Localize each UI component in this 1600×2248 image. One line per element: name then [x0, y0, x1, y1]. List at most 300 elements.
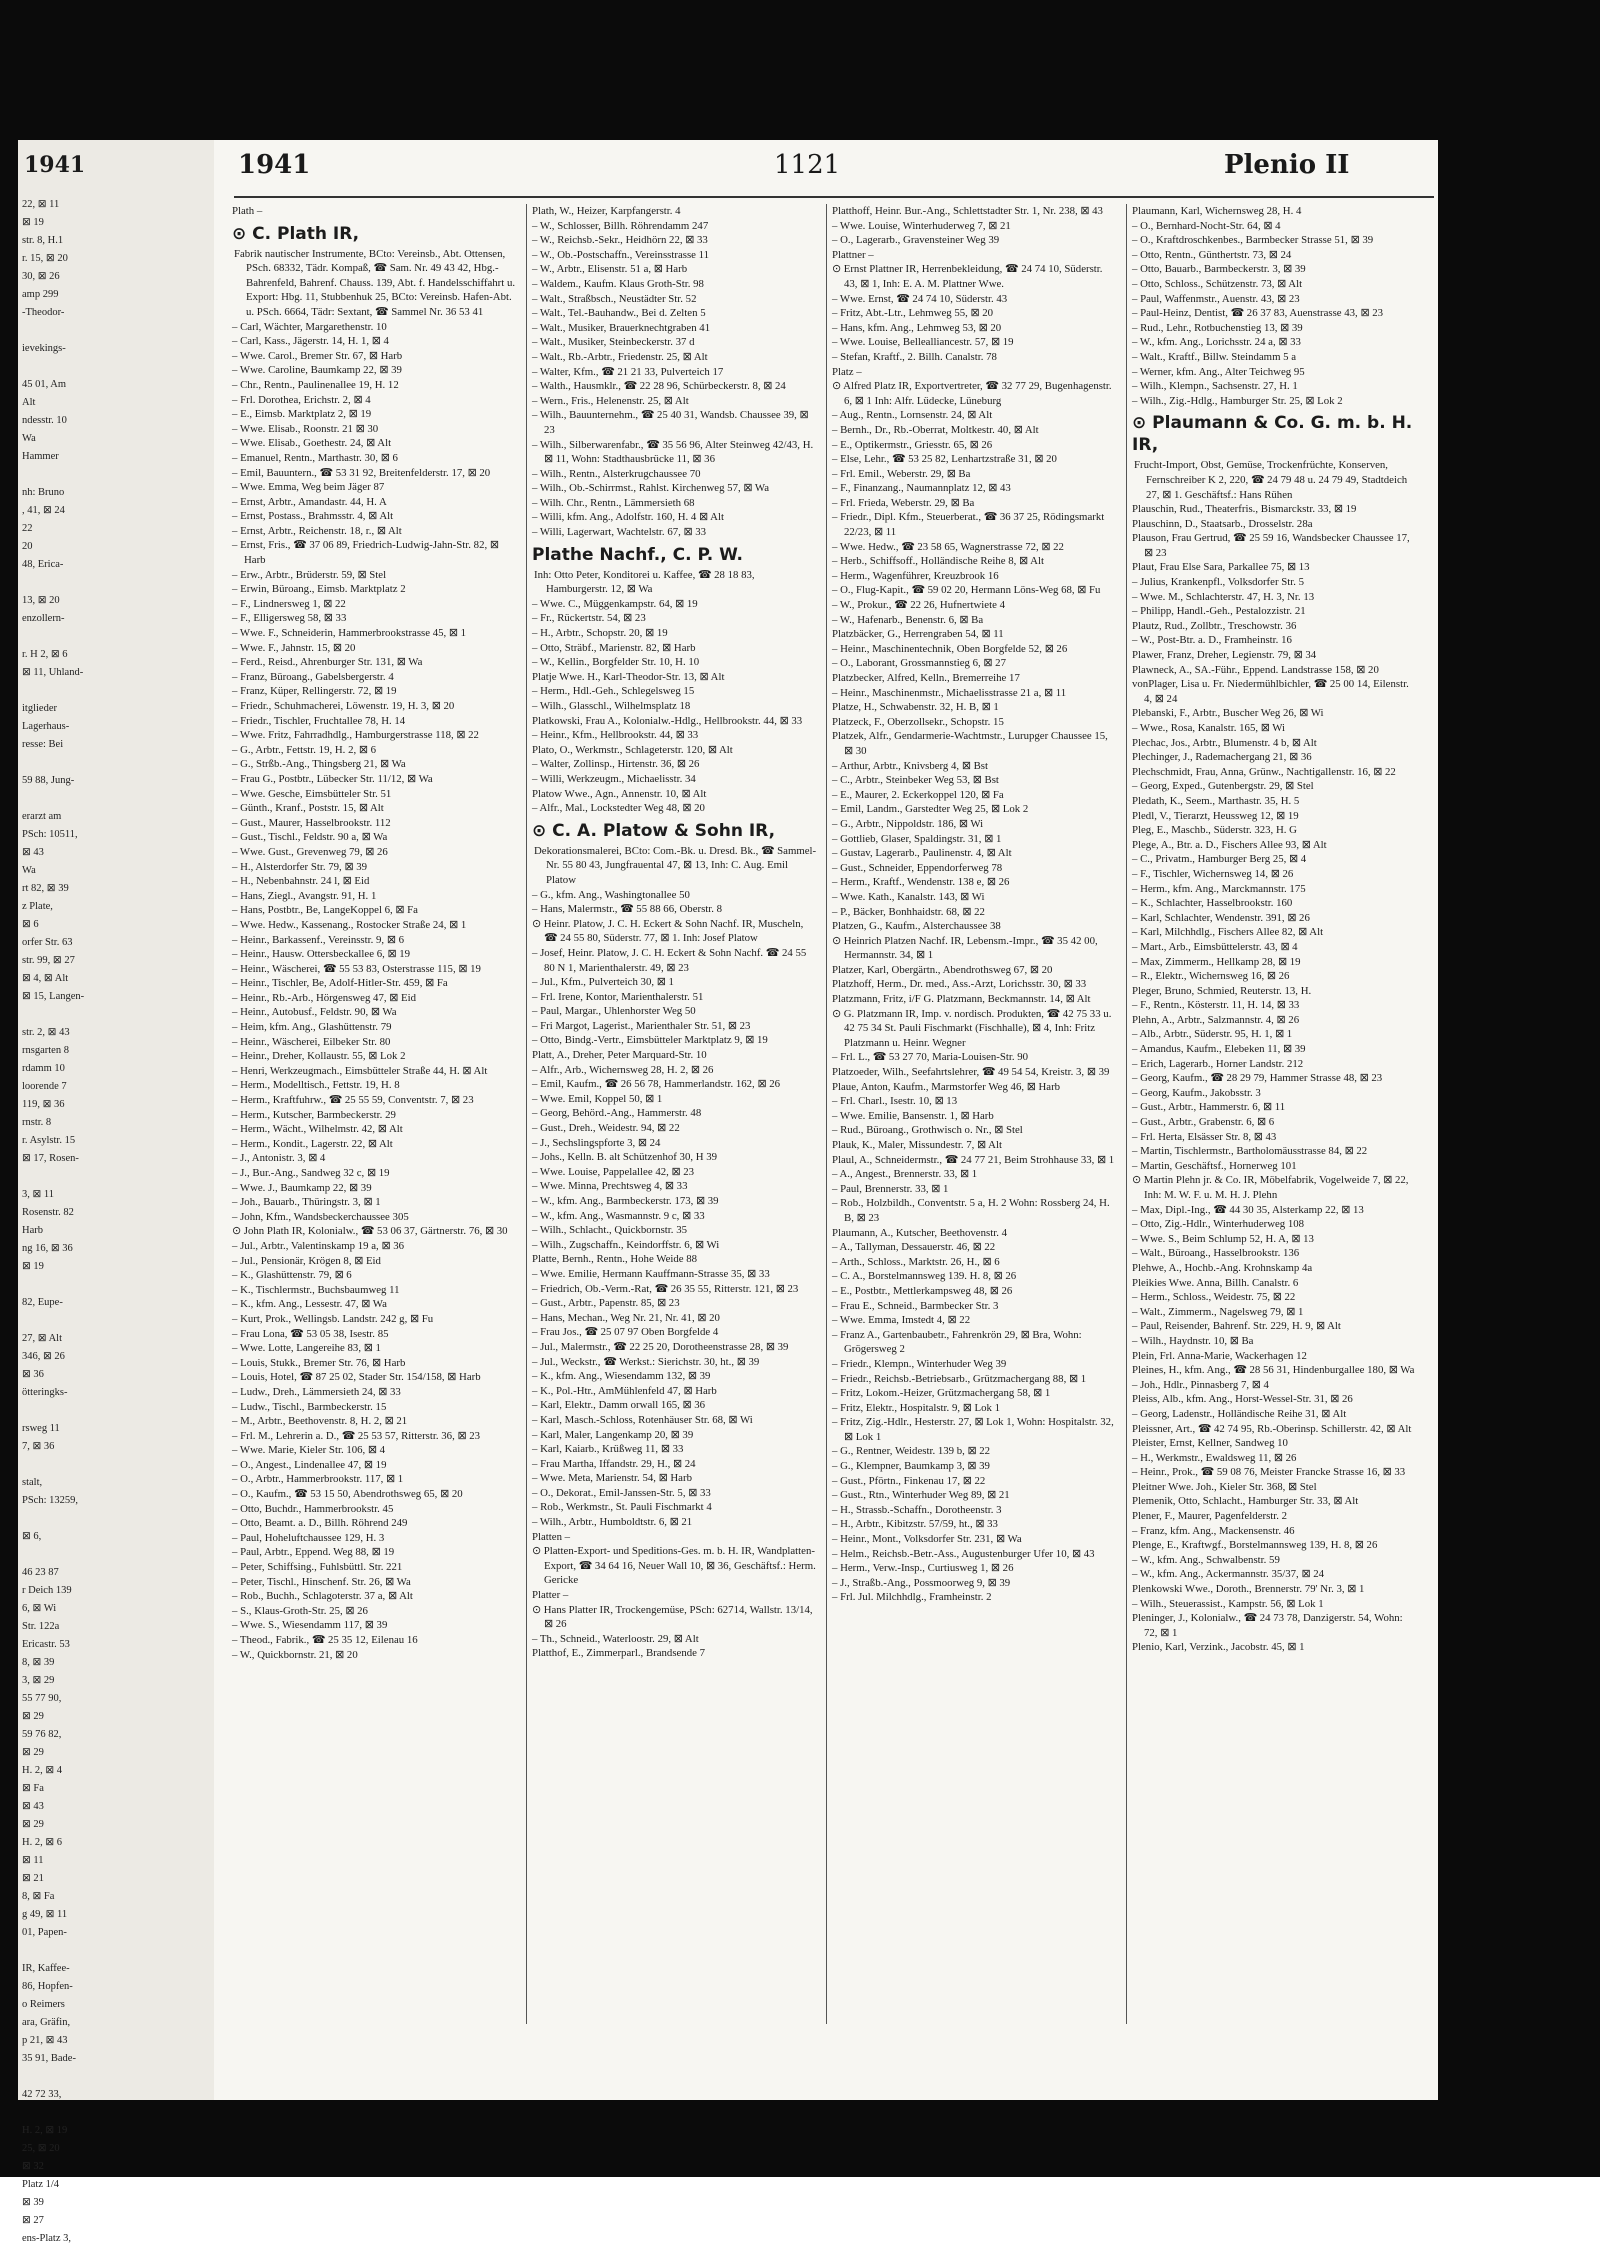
directory-entry: – Wilh., Silberwarenfabr., ☎ 35 56 96, Alter Steinweg 42/43, H. ⊠ 11, Wohn: Stadthausbrücke 11, ⊠ 36: [532, 438, 814, 466]
previous-page-line: ⊠ 4, ⊠ Alt: [22, 973, 69, 984]
directory-entry: – Mart., Arb., Eimsbüttelerstr. 43, ⊠ 4: [1132, 940, 1298, 953]
directory-entry: Pleines, H., kfm. Ang., ☎ 28 56 31, Hindenburgallee 180, ⊠ Wa: [1132, 1364, 1415, 1377]
directory-entry: Pleitner Wwe. Joh., Kieler Str. 368, ⊠ Stel: [1132, 1480, 1317, 1493]
directory-entry: – Otto, Beamt. a. D., Billh. Röhrend 249: [232, 1517, 408, 1530]
directory-entry: – O., Dekorat., Emil-Janssen-Str. 5, ⊠ 33: [532, 1486, 711, 1499]
directory-entry: – Willi, Werkzeugm., Michaelisstr. 34: [532, 772, 696, 785]
directory-entry: – Frl. Dorothea, Erichstr. 2, ⊠ 4: [232, 393, 371, 406]
previous-page-line: 8, ⊠ Fa: [22, 1891, 55, 1902]
directory-entry: – Heinr., Dreher, Kollaustr. 55, ⊠ Lok 2: [232, 1050, 406, 1063]
directory-entry: – Walt., Zimmerm., Nagelsweg 79, ⊠ 1: [1132, 1305, 1304, 1318]
directory-entry: – Frau Martha, Iffandstr. 29, H., ⊠ 24: [532, 1457, 696, 1470]
directory-entry: – Friedr., Tischler, Fruchtallee 78, H. 14: [232, 714, 406, 727]
directory-entry: – Max, Dipl.-Ing., ☎ 44 30 35, Alsterkamp 22, ⊠ 13: [1132, 1203, 1364, 1216]
directory-entry: – Wwe. Emilie, Bansenstr. 1, ⊠ Harb: [832, 1109, 994, 1122]
directory-entry: – Emil, Kaufm., ☎ 26 56 78, Hammerlandstr. 162, ⊠ 26: [532, 1078, 781, 1091]
directory-entry: Plautz, Rud., Zollbtr., Treschowstr. 36: [1132, 619, 1297, 632]
previous-page-line: resse: Bei: [22, 739, 64, 750]
directory-entry: Platz –: [832, 365, 862, 378]
previous-page-line: rt 82, ⊠ 39: [22, 883, 69, 894]
column-divider: [1126, 204, 1127, 2024]
directory-entry: Pleister, Ernst, Kellner, Sandweg 10: [1132, 1437, 1288, 1450]
directory-entry: – Walt., Straßbsch., Neustädter Str. 52: [532, 292, 697, 305]
firm-heading: Plathe Nachf., C. P. W.: [532, 544, 744, 565]
previous-page-line: ens-Platz 3,: [22, 2233, 71, 2244]
directory-entry: – J., Straßb.-Ang., Possmoorweg 9, ⊠ 39: [832, 1576, 1011, 1589]
previous-page-line: loorende 7: [22, 1081, 67, 1092]
directory-entry: – Wwe. Marie, Kieler Str. 106, ⊠ 4: [232, 1444, 386, 1457]
previous-page-line: ⊠ 27: [22, 2215, 44, 2226]
directory-entry: – Gust., Arbtr., Papenstr. 85, ⊠ 23: [532, 1297, 680, 1310]
directory-entry: – Otto, Schloss., Schützenstr. 73, ⊠ Alt: [1132, 277, 1303, 290]
directory-entry: – Herm., Kraftfuhrw., ☎ 25 55 59, Conventstr. 7, ⊠ 23: [232, 1094, 474, 1107]
directory-entry: – Joh., Bauarb., Thüringstr. 3, ⊠ 1: [232, 1196, 381, 1209]
directory-entry: – Jul., Kfm., Pulverteich 30, ⊠ 1: [532, 976, 674, 989]
directory-entry: – Herm., Modelltisch., Fettstr. 19, H. 8: [232, 1079, 400, 1092]
directory-entry: – Erwin, Büroang., Eimsb. Marktplatz 2: [232, 583, 406, 596]
previous-page-line: 6, ⊠ Wi: [22, 1603, 57, 1614]
previous-page-line: [22, 2104, 210, 2122]
previous-page-line: ⊠ 6: [22, 919, 39, 930]
header-page-number: 1121: [774, 150, 841, 180]
previous-page-line: 35 91, Bade-: [22, 2053, 76, 2064]
directory-entry: – Herm., Verw.-Insp., Curtiusweg 1, ⊠ 26: [832, 1562, 1014, 1575]
directory-entry: – Rob., Werkmstr., St. Pauli Fischmarkt 4: [532, 1501, 712, 1514]
page-header: [214, 140, 1438, 212]
directory-entry: – O., Angest., Lindenallee 47, ⊠ 19: [232, 1458, 387, 1471]
previous-page-line: ⊠ 17, Rosen-: [22, 1153, 79, 1164]
directory-entry: – Wilh., Zig.-Hdlg., Hamburger Str. 25, ⊠ Lok 2: [1132, 394, 1343, 407]
directory-entry: – W., kfm. Ang., Schwalbenstr. 59: [1132, 1553, 1280, 1566]
directory-entry: Plemenik, Otto, Schlacht., Hamburger Str. 33, ⊠ Alt: [1132, 1495, 1359, 1508]
directory-entry: – Friedrich, Ob.-Verm.-Rat, ☎ 26 35 55, Ritterstr. 121, ⊠ 23: [532, 1282, 799, 1295]
directory-entry: – G., Klempner, Baumkamp 3, ⊠ 39: [832, 1460, 990, 1473]
directory-entry: Platter –: [532, 1589, 569, 1602]
directory-entry: Plawer, Franz, Dreher, Legienstr. 79, ⊠ 34: [1132, 649, 1317, 662]
directory-entry: – Ernst, Fris., ☎ 37 06 89, Friedrich-Ludwig-Jahn-Str. 82, ⊠ Harb: [232, 539, 499, 567]
directory-entry: – Walt., Tel.-Bauhandw., Bei d. Zelten 5: [532, 307, 706, 320]
directory-entry: – Alfr., Arb., Wichernsweg 28, H. 2, ⊠ 26: [532, 1063, 714, 1076]
directory-entry: Fabrik nautischer Instrumente, BCto: Vereinsb., Abt. Ottensen, PSch. 68332, Tädr. Kompaß, ☎ Sam. Nr. 49 43 42, Hbg.-Bahrenfeld, Bahrenf. Chauss. 139, Abt. f. Handelsschiffahrt u. Export: Hbg. 11, Stubbenhuk 25, BCto: Vereinsb. Hafen-Abt. u. PSch. 6664, Tädr: Sextant, ☎ Sammel Nr. 36 53 41: [234, 247, 516, 318]
directory-entry: – Herm., Kraftf., Wendenstr. 138 e, ⊠ 26: [832, 876, 1010, 889]
directory-entry: – C., Arbtr., Steinbeker Weg 53, ⊠ Bst: [832, 774, 999, 787]
directory-entry: – Wwe. Elisab., Roonstr. 21 ⊠ 30: [232, 422, 379, 435]
directory-entry: Platthoff, Heinr. Bur.-Ang., Schlettstadter Str. 1, Nr. 238, ⊠ 43: [832, 205, 1103, 217]
directory-entry: – Wwe. S., Wiesendamm 117, ⊠ 39: [232, 1619, 388, 1632]
previous-page-line: Alt: [22, 397, 36, 408]
directory-entry: – John, Kfm., Wandsbeckerchaussee 305: [232, 1210, 409, 1223]
directory-entry: Pleissner, Art., ☎ 42 74 95, Rb.-Oberinsp. Schillerstr. 42, ⊠ Alt: [1132, 1422, 1412, 1435]
previous-page-line: 86, Hopfen-: [22, 1981, 73, 1992]
previous-page-line: H. 2, ⊠ 4: [22, 1765, 63, 1776]
directory-entry: Plath, W., Heizer, Karpfangerstr. 4: [532, 205, 681, 217]
directory-entry: – Ernst, Postass., Brahmsstr. 4, ⊠ Alt: [232, 510, 394, 523]
previous-page-line: ⊠ 29: [22, 1711, 44, 1722]
directory-entry: – H., Arbtr., Kibitzstr. 57/59, ht., ⊠ 33: [832, 1518, 998, 1531]
directory-entry: – Wilh., Arbtr., Humboldtstr. 6, ⊠ 21: [532, 1516, 693, 1529]
directory-entry: – Herm., Hdl.-Geh., Schlegelsweg 15: [532, 685, 695, 698]
previous-page-line: r. 15, ⊠ 20: [22, 253, 68, 264]
directory-entry: Plaut, Frau Else Sara, Parkallee 75, ⊠ 13: [1132, 561, 1310, 574]
directory-entry: – Philipp, Handl.-Geh., Pestalozzistr. 21: [1132, 605, 1306, 618]
directory-entry: – Gustav, Lagerarb., Paulinenstr. 4, ⊠ Alt: [832, 847, 1012, 860]
directory-entry: – Emanuel, Rentn., Marthastr. 30, ⊠ 6: [232, 451, 398, 464]
directory-entry: – Wilh., Schlacht., Quickbornstr. 35: [532, 1224, 688, 1237]
directory-entry: Platzen, G., Kaufm., Alsterchaussee 38: [832, 920, 1001, 933]
directory-entry: – Walter, Zollinsp., Hirtenstr. 36, ⊠ 26: [532, 758, 700, 771]
previous-page-line: nh: Bruno: [22, 487, 65, 498]
directory-entry: Plechschmidt, Frau, Anna, Grünw., Nachtigallenstr. 16, ⊠ 22: [1132, 765, 1396, 778]
directory-entry: – Wwe. Lotte, Langereihe 83, ⊠ 1: [232, 1342, 381, 1355]
previous-page-line: 3, ⊠ 11: [22, 1189, 55, 1200]
directory-entry: – Arth., Schloss., Marktstr. 26, H., ⊠ 6: [832, 1255, 1000, 1268]
directory-entry: – Heinr., Mont., Volksdorfer Str. 231, ⊠ Wa: [832, 1533, 1022, 1546]
directory-entry: – Paul, Reisender, Bahrenf. Str. 229, H. 9, ⊠ Alt: [1132, 1320, 1341, 1333]
previous-page-line: 119, ⊠ 36: [22, 1099, 65, 1110]
directory-entry: – G., kfm. Ang., Washingtonallee 50: [532, 888, 690, 901]
directory-entry: – W., kfm. Ang., Barmbeckerstr. 173, ⊠ 39: [532, 1195, 719, 1207]
previous-page-line: ievekings-: [22, 343, 66, 354]
directory-entry: – O., Flug-Kapit., ☎ 59 02 20, Hermann Löns-Weg 68, ⊠ Fu: [832, 584, 1101, 597]
previous-page-line: ⊠ 6,: [22, 1531, 42, 1542]
directory-entry: – J., Bur.-Ang., Sandweg 32 c, ⊠ 19: [232, 1167, 390, 1179]
previous-page-line: ⊠ 36: [22, 1369, 44, 1380]
directory-entry: Plath –: [232, 205, 263, 217]
directory-entry: – K., Pol.-Htr., AmMühlenfeld 47, ⊠ Harb: [532, 1384, 717, 1397]
directory-entry: – Herm., kfm. Ang., Marckmannstr. 175: [1132, 882, 1306, 895]
directory-entry: – Willi, kfm. Ang., Adolfstr. 160, H. 4 ⊠ Alt: [532, 511, 724, 524]
directory-entry: ⊙ Heinrich Platzen Nachf. IR, Lebensm.-Impr., ☎ 35 42 00, Hermannstr. 34, ⊠ 1: [832, 934, 1098, 962]
directory-entry: – Frau Lona, ☎ 53 05 38, Isestr. 85: [232, 1327, 389, 1340]
directory-entry: – F., Finanzang., Naumannplatz 12, ⊠ 43: [832, 482, 1011, 495]
directory-entry: – K., kfm. Ang., Lessestr. 47, ⊠ Wa: [232, 1298, 387, 1311]
directory-entry: – W., Ob.-Postschaffn., Vereinsstrasse 11: [532, 248, 710, 261]
directory-entry: Plato, O., Werkmstr., Schlageterstr. 120, ⊠ Alt: [532, 743, 733, 756]
directory-entry: – Wilh., Klempn., Sachsenstr. 27, H. 1: [1132, 380, 1298, 393]
previous-page-line: Lagerhaus-: [22, 721, 70, 732]
directory-entry: Platkowski, Frau A., Kolonialw.-Hdlg., Hellbrookstr. 44, ⊠ 33: [532, 714, 803, 727]
directory-entry: – Franz, kfm. Ang., Mackensenstr. 46: [1132, 1524, 1295, 1537]
directory-entry: – Martin, Geschäftsf., Hornerweg 101: [1132, 1159, 1297, 1172]
directory-entry: – W., Hafenarb., Benenstr. 6, ⊠ Ba: [832, 613, 984, 626]
previous-page-line: 48, Erica-: [22, 559, 64, 570]
directory-entry: – Paul-Heinz, Dentist, ☎ 26 37 83, Auenstrasse 43, ⊠ 23: [1132, 307, 1384, 320]
directory-entry: Pleninger, J., Kolonialw., ☎ 24 73 78, Danzigerstr. 54, Wohn: 72, ⊠ 1: [1132, 1612, 1403, 1639]
directory-entry: – Heinr., Autobusf., Feldstr. 90, ⊠ Wa: [232, 1006, 397, 1019]
previous-page-line: Rosenstr. 82: [22, 1207, 74, 1218]
directory-entry: Platzmann, Fritz, i/F G. Platzmann, Beckmannstr. 14, ⊠ Alt: [832, 993, 1091, 1006]
directory-entry: – Gust., Arbtr., Hammerstr. 6, ⊠ 11: [1132, 1101, 1286, 1114]
previous-page-line: IR, Kaffee-: [22, 1963, 70, 1974]
directory-entry: Plaumann, Karl, Wichernsweg 28, H. 4: [1132, 205, 1302, 217]
previous-page-line: str. 2, ⊠ 43: [22, 1027, 70, 1038]
directory-entry: – C. A., Borstelmannsweg 139. H. 8, ⊠ 26: [832, 1270, 1017, 1283]
directory-entry: – Paul, Margar., Uhlenhorster Weg 50: [532, 1005, 696, 1018]
directory-entry: – Fritz, Zig.-Hdlr., Hesterstr. 27, ⊠ Lok 1, Wohn: Hospitalstr. 32, ⊠ Lok 1: [832, 1416, 1114, 1443]
directory-column-1: [232, 204, 518, 1662]
directory-entry: – Wwe. F., Jahnstr. 15, ⊠ 20: [232, 641, 356, 654]
previous-page-line: ndesstr. 10: [22, 415, 67, 426]
previous-page-line: Hammer: [22, 451, 59, 462]
previous-page-line: 45 01, Am: [22, 379, 67, 390]
previous-page-line: 13, ⊠ 20: [22, 595, 60, 606]
previous-page-line: [22, 358, 210, 376]
previous-page-line: 346, ⊠ 26: [22, 1351, 65, 1362]
previous-page-line: erarzt am: [22, 811, 62, 822]
directory-entry: – G., Arbtr., Nippoldstr. 186, ⊠ Wi: [832, 817, 984, 830]
directory-entry: – H., Alsterdorfer Str. 79, ⊠ 39: [232, 860, 367, 873]
directory-entry: – Wwe. Kath., Kanalstr. 143, ⊠ Wi: [832, 890, 985, 903]
previous-page-line: [22, 1006, 210, 1024]
previous-page-line: rsweg 11: [22, 1423, 60, 1434]
directory-entry: – Hans, Postbtr., Be, LangeKoppel 6, ⊠ Fa: [232, 904, 418, 917]
directory-entry: – F., Rentn., Kösterstr. 11, H. 14, ⊠ 33: [1132, 999, 1300, 1012]
directory-entry: Platzbecker, Alfred, Kelln., Bremerreihe 17: [832, 672, 1020, 684]
directory-entry: ⊙ John Plath IR, Kolonialw., ☎ 53 06 37, Gärtnerstr. 76, ⊠ 30: [232, 1225, 508, 1238]
directory-entry: – Gust., Arbtr., Grabenstr. 6, ⊠ 6: [1132, 1116, 1275, 1129]
directory-entry: – Johs., Kelln. B. alt Schützenhof 30, H 39: [532, 1151, 718, 1164]
directory-entry: – G., Strßb.-Ang., Thingsberg 21, ⊠ Wa: [232, 758, 406, 771]
directory-entry: – Gust., Dreh., Weidestr. 94, ⊠ 22: [532, 1122, 680, 1135]
directory-entry: ⊙ Alfred Platz IR, Exportvertreter, ☎ 32 77 29, Bugenhagenstr. 6, ⊠ 1 Inh: Alfr. Lüdecke, Lüneburg: [832, 380, 1112, 407]
column-divider: [826, 204, 827, 2024]
directory-entry: – W., Schlosser, Billh. Röhrendamm 247: [532, 219, 709, 232]
directory-entry: – A., Tallyman, Dessauerstr. 46, ⊠ 22: [832, 1241, 996, 1254]
directory-entry: Plein, Frl. Anna-Marie, Wackerhagen 12: [1132, 1349, 1307, 1362]
directory-entry: – Wwe. Emma, Imstedt 4, ⊠ 22: [832, 1314, 971, 1327]
directory-entry: Platje Wwe. H., Karl-Theodor-Str. 13, ⊠ Alt: [532, 670, 725, 683]
directory-entry: – Heinr., Tischler, Be, Adolf-Hitler-Str. 459, ⊠ Fa: [232, 977, 448, 990]
previous-page-line: g 49, ⊠ 11: [22, 1909, 68, 1920]
previous-page-line: rnstr. 8: [22, 1117, 52, 1128]
directory-page: [214, 140, 1438, 2100]
previous-page-line: rdamm 10: [22, 1063, 65, 1074]
directory-entry: – F., Lindnersweg 1, ⊠ 22: [232, 597, 346, 610]
directory-entry: – Karl, Kaiarb., Krüßweg 11, ⊠ 33: [532, 1443, 684, 1456]
directory-entry: Platthof, E., Zimmerparl., Brandsende 7: [532, 1647, 706, 1660]
previous-page-line: Platz 1/4: [22, 2179, 60, 2190]
previous-page-line: 46 23 87: [22, 1567, 59, 1578]
directory-entry: Pleiss, Alb., kfm. Ang., Horst-Wessel-Str. 31, ⊠ 26: [1132, 1393, 1353, 1406]
directory-entry: – Theod., Fabrik., ☎ 25 35 12, Eilenau 16: [232, 1634, 418, 1646]
directory-entry: – Wwe. C., Müggenkampstr. 64, ⊠ 19: [532, 597, 698, 610]
directory-entry: Plechinger, J., Rademachergang 21, ⊠ 36: [1132, 751, 1312, 764]
previous-page-line: [22, 682, 210, 700]
directory-entry: ⊙ Platten-Export- und Speditions-Ges. m. b. H. IR, Wandplatten-Export, ☎ 34 64 16, Neuer Wall 10, ⊠ 36, Geschäftsf.: Herm. Gericke: [532, 1545, 816, 1587]
directory-entry: – Heinr., Rb.-Arb., Hörgensweg 47, ⊠ Eid: [232, 991, 416, 1004]
previous-page-line: ⊠ 11, Uhland-: [22, 667, 84, 678]
previous-page-line: [22, 466, 210, 484]
directory-entry: – Hans, Mechan., Weg Nr. 21, Nr. 41, ⊠ 20: [532, 1311, 720, 1324]
directory-entry: – Georg, Kaufm., Jakobsstr. 3: [1132, 1086, 1261, 1099]
directory-entry: – Frl. M., Lehrerin a. D., ☎ 25 53 57, Ritterstr. 36, ⊠ 23: [232, 1429, 481, 1442]
previous-page-line: 27, ⊠ Alt: [22, 1333, 63, 1344]
previous-page-line: ⊠ 29: [22, 1747, 44, 1758]
directory-entry: – Frl. Jul. Milchhdlg., Framheinstr. 2: [832, 1591, 992, 1604]
directory-entry: – W., Prokur., ☎ 22 26, Hufnertwiete 4: [832, 599, 1005, 612]
directory-entry: – Fritz, Abt.-Ltr., Lehmweg 55, ⊠ 20: [832, 307, 994, 320]
previous-page-line: enzollern-: [22, 613, 65, 624]
previous-page-line: ⊠ 32: [22, 2161, 44, 2172]
directory-entry: – Werner, kfm. Ang., Alter Teichweg 95: [1132, 365, 1305, 378]
previous-page-fragments: [22, 196, 210, 2248]
directory-entry: – Heinr., Wäscherei, ☎ 55 53 83, Osterstrasse 115, ⊠ 19: [232, 962, 481, 975]
directory-entry: – Heinr., Maschinentechnik, Oben Borgfelde 52, ⊠ 26: [832, 642, 1068, 655]
directory-entry: – Otto, Buchdr., Hammerbrookstr. 45: [232, 1502, 394, 1515]
directory-entry: – Friedr., Reichsb.-Betriebsarb., Grützmachergang 88, ⊠ 1: [832, 1372, 1087, 1385]
directory-entry: ⊙ Hans Platter IR, Trockengemüse, PSch: 62714, Wallstr. 13/14, ⊠ 26: [532, 1603, 813, 1631]
previous-page-line: 3, ⊠ 29: [22, 1675, 55, 1686]
directory-entry: – Gust., Pförtn., Finkenau 17, ⊠ 22: [832, 1474, 986, 1487]
directory-entry: – Rud., Büroang., Grothwisch o. Nr., ⊠ Stel: [832, 1124, 1023, 1137]
directory-entry: – Wilh., Glasschl., Wilhelmsplatz 18: [532, 700, 691, 712]
directory-entry: – Jul., Weckstr., ☎ Werkst.: Sierichstr. 30, ht., ⊠ 39: [532, 1355, 760, 1368]
scan-border-left: [0, 140, 18, 2100]
previous-page-line: ara, Gräfin,: [22, 2017, 71, 2028]
directory-entry: – Wwe. Emilie, Hermann Kauffmann-Strasse 35, ⊠ 33: [532, 1267, 770, 1280]
directory-entry: Platzer, Karl, Obergärtn., Abendrothsweg 67, ⊠ 20: [832, 963, 1053, 976]
directory-entry: – Otto, Zig.-Hdlr., Winterhuderweg 108: [1132, 1218, 1305, 1231]
directory-entry: Plaumann, A., Kutscher, Beethovenstr. 4: [832, 1226, 1007, 1239]
directory-entry: – Walt., Musiker, Brauerknechtgraben 41: [532, 321, 711, 334]
directory-entry: ⊙ Martin Plehn jr. & Co. IR, Möbelfabrik, Vogelweide 7, ⊠ 22, Inh: M. W. F. u. M. H. J. Plehn: [1132, 1174, 1409, 1201]
directory-entry: – Jul., Arbtr., Valentinskamp 19 a, ⊠ 36: [232, 1239, 404, 1252]
directory-entry: – Louis, Hotel, ☎ 87 25 02, Stader Str. 154/158, ⊠ Harb: [232, 1371, 481, 1384]
previous-page-line: ng 16, ⊠ 36: [22, 1243, 73, 1254]
directory-entry: Platow Wwe., Agn., Annenstr. 10, ⊠ Alt: [532, 787, 707, 800]
directory-entry: – Wwe. Hedw., ☎ 23 58 65, Wagnerstrasse 72, ⊠ 22: [832, 540, 1064, 553]
directory-entry: – Th., Schneid., Waterloostr. 29, ⊠ Alt: [532, 1632, 699, 1645]
previous-page-line: orfer Str. 63: [22, 937, 73, 948]
directory-entry: – Wwe. Fritz, Fahrradhdlg., Hamburgerstrasse 118, ⊠ 22: [232, 729, 479, 742]
directory-entry: – Karl, Masch.-Schloss, Rotenhäuser Str. 68, ⊠ Wi: [532, 1413, 753, 1426]
firm-heading: ⊙ C. Plath IR,: [232, 223, 360, 244]
directory-entry: Plauson, Frau Gertrud, ☎ 25 59 16, Wandsbecker Chaussee 17, ⊠ 23: [1132, 532, 1410, 559]
directory-column-3: [832, 204, 1118, 1605]
previous-page-line: ⊠ 39: [22, 2197, 44, 2208]
firm-heading: ⊙ C. A. Platow & Sohn IR,: [532, 820, 776, 841]
directory-entry: ⊙ Ernst Plattner IR, Herrenbekleidung, ☎ 24 74 10, Süderstr. 43, ⊠ 1, Inh: E. A. M. Plattner Wwe.: [832, 263, 1103, 290]
previous-page-line: 82, Eupe-: [22, 1297, 63, 1308]
directory-entry: Frucht-Import, Obst, Gemüse, Trockenfrüchte, Konserven, Fernschreiber K 2, 220, ☎ 24 79 48 u. 24 79 49, Stadtdeich 27, ⊠ 1. Geschäftsf.: Hans Rühen: [1134, 459, 1408, 501]
previous-page-line: 22: [22, 523, 33, 534]
previous-page-line: ⊠ Fa: [22, 1783, 44, 1794]
directory-entry: – Frl. L., ☎ 53 27 70, Maria-Louisen-Str. 90: [832, 1051, 1029, 1064]
header-running-name: Plenio II: [1224, 150, 1350, 180]
directory-entry: – W., Arbtr., Elisenstr. 51 a, ⊠ Harb: [532, 263, 688, 276]
directory-entry: – Wwe. Meta, Marienstr. 54, ⊠ Harb: [532, 1472, 692, 1485]
directory-entry: – Josef, Heinr. Platow, J. C. H. Eckert & Sohn Nachf. ☎ 24 55 80 N 1, Marienthalerstr. 49, ⊠ 23: [532, 946, 807, 974]
directory-entry: – H., Nebenbahnstr. 24 l, ⊠ Eid: [232, 875, 370, 888]
directory-entry: Plehwe, A., Hochb.-Ang. Krohnskamp 4a: [1132, 1261, 1313, 1274]
directory-entry: ⊙ Heinr. Platow, J. C. H. Eckert & Sohn Nachf. IR, Muscheln, ☎ 24 55 80, Süderstr. 77, ⊠ 1. Inh: Josef Platow: [532, 917, 804, 945]
previous-page-year: 1941: [24, 152, 86, 178]
directory-entry: – H., Strassb.-Schaffn., Dorotheenstr. 3: [832, 1503, 1002, 1516]
directory-entry: Plattner –: [832, 248, 874, 261]
directory-entry: – Wwe. M., Schlachterstr. 47, H. 3, Nr. 13: [1132, 590, 1315, 603]
directory-entry: Platzoeder, Wilh., Seefahrtslehrer, ☎ 49 54 54, Kreistr. 3, ⊠ 39: [832, 1066, 1110, 1079]
directory-entry: – Peter, Tischl., Hinschenf. Str. 26, ⊠ Wa: [232, 1575, 411, 1588]
directory-entry: – Ludw., Dreh., Lämmersieth 24, ⊠ 33: [232, 1385, 401, 1398]
previous-page-line: Wa: [22, 433, 36, 444]
previous-page-line: [22, 1942, 210, 1960]
directory-entry: – Walt., Büroang., Hasselbrookstr. 136: [1132, 1247, 1300, 1260]
scan-border-top: [0, 0, 1600, 140]
directory-entry: – Walt., Musiker, Steinbeckerstr. 37 d: [532, 336, 695, 349]
directory-entry: – F., Tischler, Wichernsweg 14, ⊠ 26: [1132, 867, 1294, 880]
directory-entry: Platten –: [532, 1530, 571, 1543]
previous-page-line: 25, ⊠ 20: [22, 2143, 60, 2154]
previous-page-line: 30, ⊠ 26: [22, 271, 60, 282]
directory-entry: – Hans, Malermstr., ☎ 55 88 66, Oberstr. 8: [532, 903, 723, 916]
previous-page-line: p 21, ⊠ 43: [22, 2035, 68, 2046]
directory-entry: Plechac, Jos., Arbtr., Blumenstr. 4 b, ⊠ Alt: [1132, 736, 1317, 749]
directory-entry: – Herm., Wächt., Wilhelmstr. 42, ⊠ Alt: [232, 1123, 403, 1136]
previous-page-line: ⊠ 11: [22, 1855, 44, 1866]
directory-entry: – E., Eimsb. Marktplatz 2, ⊠ 19: [232, 408, 372, 421]
previous-page-line: 59 76 82,: [22, 1729, 62, 1740]
directory-entry: – E., Optikermstr., Griesstr. 65, ⊠ 26: [832, 438, 993, 451]
directory-entry: – Walt., Kraftf., Billw. Steindamm 5 a: [1132, 350, 1297, 363]
directory-entry: – Wilh., Steuerassist., Kampstr. 56, ⊠ Lok 1: [1132, 1597, 1324, 1610]
column-divider: [526, 204, 527, 2024]
directory-entry: – Wwe. Carol., Bremer Str. 67, ⊠ Harb: [232, 349, 403, 362]
previous-page-line: 7, ⊠ 36: [22, 1441, 55, 1452]
previous-page-line: 8, ⊠ 39: [22, 1657, 55, 1668]
directory-entry: Platzhoff, Herm., Dr. med., Ass.-Arzt, Lorichsstr. 30, ⊠ 33: [832, 978, 1087, 991]
previous-page-line: r. H 2, ⊠ 6: [22, 649, 68, 660]
directory-entry: – Karl, Schlachter, Wendenstr. 391, ⊠ 26: [1132, 911, 1310, 924]
directory-entry: Inh: Otto Peter, Konditorei u. Kaffee, ☎ 28 18 83, Hamburgerstr. 12, ⊠ Wa: [534, 568, 755, 596]
directory-entry: – Alfr., Mal., Lockstedter Weg 48, ⊠ 20: [532, 802, 705, 815]
directory-entry: – A., Angest., Brennerstr. 33, ⊠ 1: [832, 1168, 978, 1181]
previous-page-line: ⊠ 19: [22, 217, 44, 228]
directory-entry: – M., Arbtr., Beethovenstr. 8, H. 2, ⊠ 21: [232, 1415, 408, 1428]
directory-entry: – S., Klaus-Groth-Str. 25, ⊠ 26: [232, 1604, 368, 1617]
directory-entry: – Heinr., Hausw. Ottersbeckallee 6, ⊠ 19: [232, 948, 411, 961]
directory-entry: – Wwe. Louise, Bellealliancestr. 57, ⊠ 19: [832, 336, 1014, 349]
previous-page-line: stalt,: [22, 1477, 43, 1488]
directory-entry: – Otto, Bauarb., Barmbeckerstr. 3, ⊠ 39: [1132, 263, 1306, 276]
directory-entry: Plaul, A., Schneidermstr., ☎ 24 77 21, Beim Strohhause 33, ⊠ 1: [832, 1153, 1115, 1166]
directory-entry: – Ernst, Arbtr., Reichenstr. 18, r., ⊠ Alt: [232, 524, 402, 537]
directory-entry: – Wwe. F., Schneiderin, Hammerbrookstrasse 45, ⊠ 1: [232, 627, 467, 640]
directory-entry: Plenge, E., Kraftwgf., Borstelmannsweg 139, H. 8, ⊠ 26: [1132, 1539, 1378, 1552]
directory-entry: – Erw., Arbtr., Brüderstr. 59, ⊠ Stel: [232, 568, 387, 581]
directory-entry: – Frau E., Schneid., Barmbecker Str. 3: [832, 1299, 999, 1312]
directory-entry: – Wwe. J., Baumkamp 22, ⊠ 39: [232, 1181, 372, 1194]
previous-page-line: ötteringks-: [22, 1387, 68, 1398]
directory-entry: – K., Schlachter, Hasselbrookstr. 160: [1132, 897, 1293, 910]
directory-entry: Pleikies Wwe. Anna, Billh. Canalstr. 6: [1132, 1276, 1299, 1289]
directory-entry: – W., kfm. Ang., Wasmannstr. 9 c, ⊠ 33: [532, 1209, 705, 1222]
directory-entry: – Frau Jos., ☎ 25 07 97 Oben Borgfelde 4: [532, 1326, 719, 1339]
directory-entry: – Wwe. Louise, Winterhuderweg 7, ⊠ 21: [832, 219, 1011, 232]
directory-entry: – Henri, Werkzeugmach., Eimsbütteler Straße 44, H. ⊠ Alt: [232, 1064, 488, 1077]
directory-entry: Dekorationsmalerei, BCto: Com.-Bk. u. Dresd. Bk., ☎ Sammel-Nr. 55 80 43, Jungfrauental 47, ⊠ 13, Inh: C. Aug. Emil Platow: [534, 844, 817, 886]
previous-page-line: [22, 790, 210, 808]
previous-page-line: [22, 1546, 210, 1564]
directory-entry: – Emil, Landm., Garstedter Weg 25, ⊠ Lok 2: [832, 803, 1029, 816]
directory-entry: – Paul, Waffenmstr., Auenstr. 43, ⊠ 23: [1132, 292, 1300, 305]
directory-entry: Plauk, K., Maler, Missundestr. 7, ⊠ Alt: [832, 1139, 1002, 1151]
previous-page-line: 42 72 33,: [22, 2089, 62, 2100]
directory-entry: – Friedr., Schuhmacherei, Löwenstr. 19, H. 3, ⊠ 20: [232, 700, 455, 712]
previous-page-line: , 41, ⊠ 24: [22, 505, 65, 516]
directory-entry: – Waldem., Kaufm. Klaus Groth-Str. 98: [532, 277, 704, 290]
directory-entry: – Carl, Wächter, Margarethenstr. 10: [232, 320, 387, 333]
directory-entry: – Otto, Sträbf., Marienstr. 82, ⊠ Harb: [532, 641, 696, 654]
